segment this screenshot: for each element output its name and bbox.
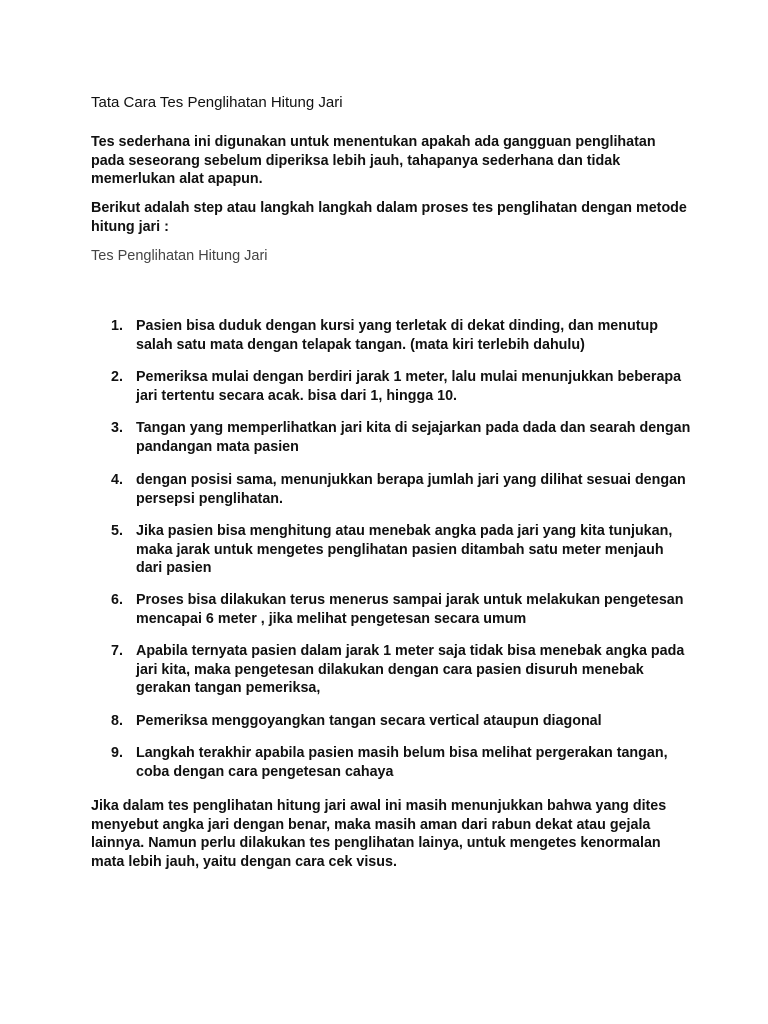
list-item-step-9	[111, 744, 691, 781]
steps-intro-paragraph: Berikut adalah step atau langkah langkah dalam proses tes penglihatan dengan metode hitung jari :	[91, 200, 687, 235]
step-number: 6.	[111, 592, 123, 608]
list-item-step-8	[111, 712, 691, 731]
step-number: 1.	[111, 318, 123, 334]
step-text: Tangan yang memperlihatkan jari kita di sejajarkan pada dada dan searah dengan pandangan mata pasien	[136, 420, 691, 455]
list-item-step-5	[111, 522, 691, 578]
step-number: 8.	[111, 713, 123, 729]
step-text: Pemeriksa menggoyangkan tangan secara vertical ataupun diagonal	[136, 713, 602, 729]
list-item-step-6	[111, 591, 691, 628]
intro-paragraph: Tes sederhana ini digunakan untuk menentukan apakah ada gangguan penglihatan pada seseorang sebelum diperiksa lebih jauh, tahapanya sederhana dan tidak memerlukan alat apapun.	[91, 134, 656, 187]
step-number: 9.	[111, 745, 123, 761]
step-number: 5.	[111, 523, 123, 539]
list-item-step-3	[111, 419, 691, 456]
list-item-step-1	[111, 317, 691, 354]
step-text: Proses bisa dilakukan terus menerus sampai jarak untuk melakukan pengetesan mencapai 6 meter , jika melihat pengetesan secara umum	[136, 592, 684, 627]
section-subheading: Tes Penglihatan Hitung Jari	[91, 248, 268, 264]
step-number: 3.	[111, 420, 123, 436]
step-number: 7.	[111, 643, 123, 659]
step-text: Pemeriksa mulai dengan berdiri jarak 1 meter, lalu mulai menunjukkan beberapa jari tertentu secara acak. bisa dari 1, hingga 10.	[136, 369, 682, 404]
conclusion-paragraph: Jika dalam tes penglihatan hitung jari awal ini masih menunjukkan bahwa yang dites menyebut angka jari dengan benar, maka masih aman dari rabun dekat atau gejala lainnya. Namun perlu dilakukan tes penglihatan lainya, untuk mengetes kenormalan mata lebih jauh, yaitu dengan cara cek visus.	[91, 798, 667, 870]
list-item-step-2	[111, 368, 691, 405]
step-text: Langkah terakhir apabila pasien masih belum bisa melihat pergerakan tangan, coba dengan cara pengetesan cahaya	[136, 745, 668, 780]
document-title: Tata Cara Tes Penglihatan Hitung Jari	[91, 94, 343, 111]
step-text: Pasien bisa duduk dengan kursi yang terletak di dekat dinding, dan menutup salah satu mata dengan telapak tangan. (mata kiri terlebih dahulu)	[136, 318, 658, 353]
step-text: Apabila ternyata pasien dalam jarak 1 meter saja tidak bisa menebak angka pada jari kita, maka pengetesan dilakukan dengan cara pasien disuruh menebak gerakan tangan pemeriksa,	[136, 643, 685, 696]
step-text: dengan posisi sama, menunjukkan berapa jumlah jari yang dilihat sesuai dengan persepsi penglihatan.	[136, 472, 686, 507]
step-number: 4.	[111, 472, 123, 488]
list-item-step-7	[111, 642, 691, 698]
list-item-step-4	[111, 471, 691, 508]
step-number: 2.	[111, 369, 123, 385]
step-text: Jika pasien bisa menghitung atau menebak angka pada jari yang kita tunjukan, maka jarak untuk mengetes penglihatan pasien ditambah satu meter menjauh dari pasien	[136, 523, 673, 576]
